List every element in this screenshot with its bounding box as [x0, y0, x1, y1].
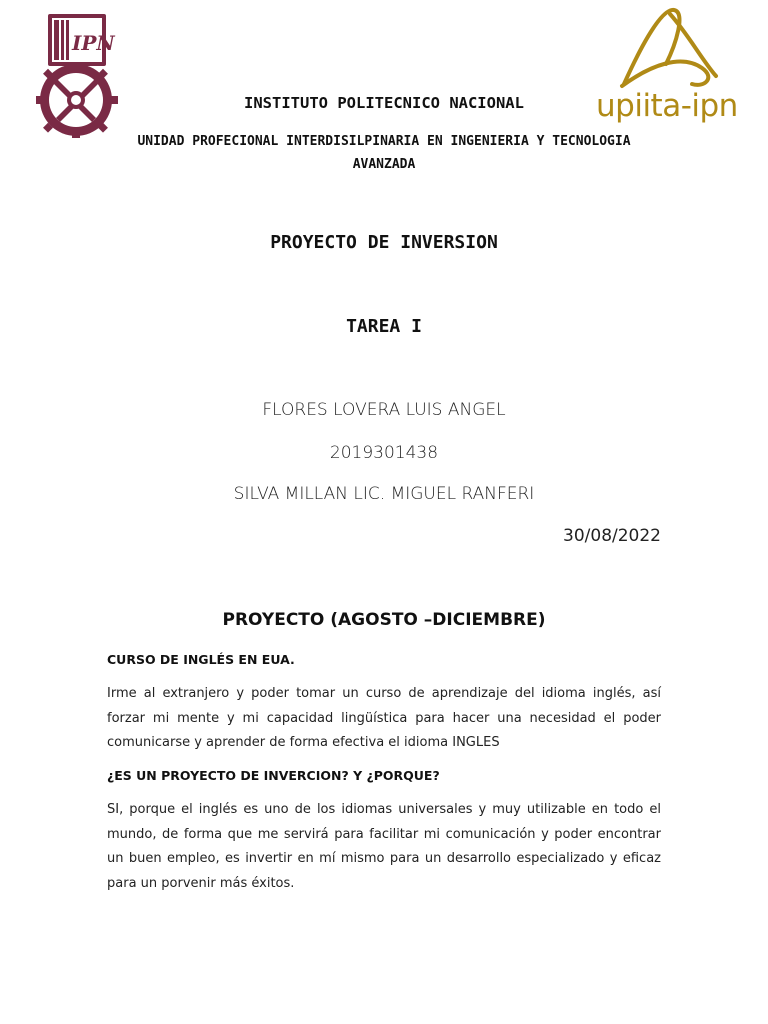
subtitle-question: ¿ES UN PROYECTO DE INVERCION? Y ¿PORQUE?	[107, 768, 440, 783]
ipn-logo-letters: IPN	[72, 31, 115, 55]
student-name: FLORES LOVERA LUIS ANGEL	[262, 400, 506, 420]
student-id: 2019301438	[329, 443, 439, 463]
paragraph-answer: SI, porque el inglés es uno de los idiomas universales y muy utilizable en todo el mundo, de forma que me servirá para facilitar mi comunicación y poder encontrar un buen empleo, es invertir en mí mismo para un desarrollo especializado y eficaz para un porvenir más éxitos.	[107, 802, 661, 891]
teacher-name: SILVA MILLAN LIC. MIGUEL RANFERI	[233, 484, 535, 504]
upiita-logo-text: upiita-ipn	[596, 88, 738, 124]
unit-title: UNIDAD PROFECIONAL INTERDISILPINARIA EN INGENIERIA Y TECNOLOGIA AVANZADA	[137, 134, 631, 172]
paragraph-course: Irme al extranjero y poder tomar un curso de aprendizaje del idioma inglés, así forzar mi mente y mi capacidad lingüística para hacer una necesidad el poder comunicarse y aprender de forma efectiva el idioma INGLES	[107, 686, 661, 750]
document-date: 30/08/2022	[563, 526, 661, 546]
ipn-logo-icon	[36, 8, 120, 138]
project-title: PROYECTO DE INVERSION	[270, 232, 498, 253]
section-title: PROYECTO (AGOSTO –DICIEMBRE)	[222, 610, 546, 630]
subtitle-course: CURSO DE INGLÉS EN EUA.	[107, 652, 295, 667]
institute-title: INSTITUTO POLITECNICO NACIONAL	[244, 94, 524, 112]
task-title: TAREA I	[346, 316, 422, 337]
